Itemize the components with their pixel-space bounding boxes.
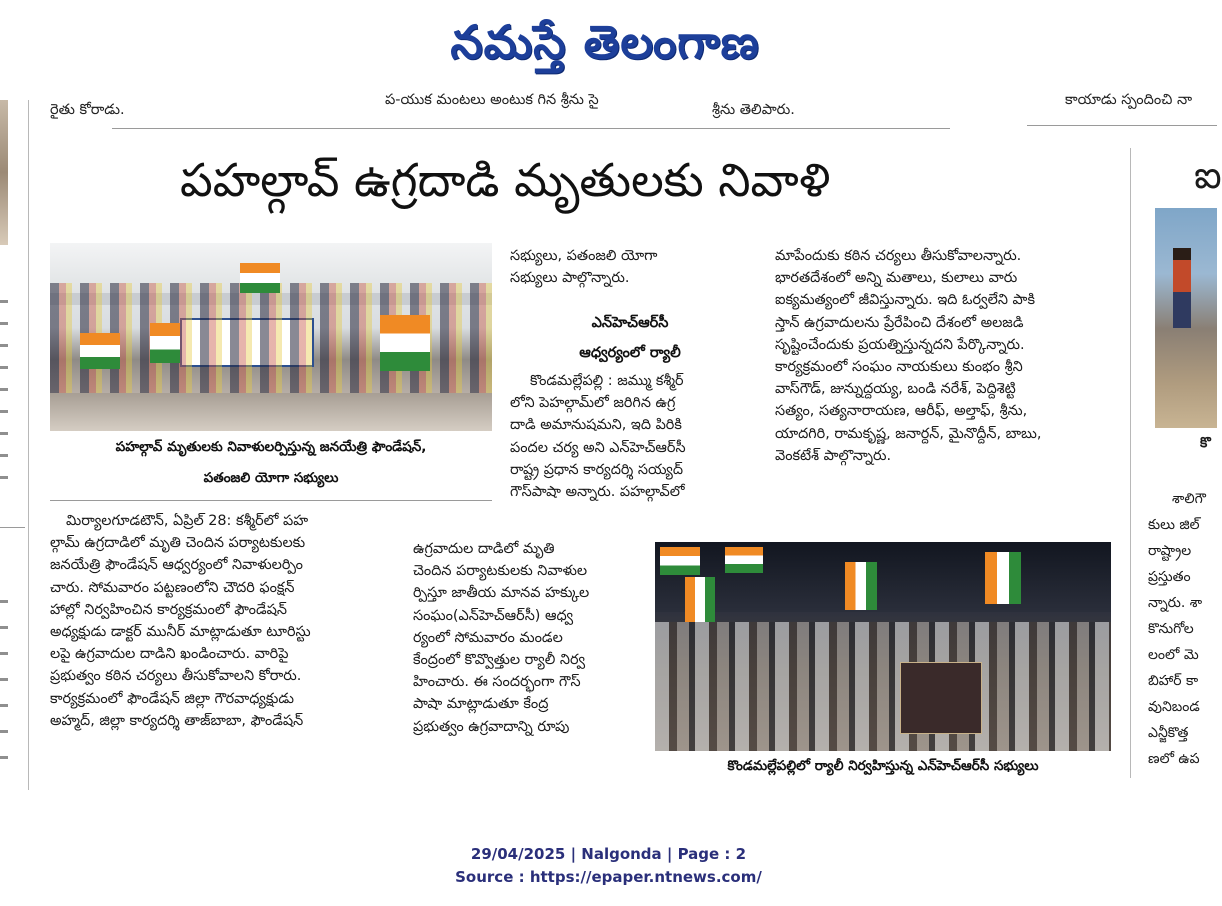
right-column-rule [1130, 148, 1131, 778]
right-fragment-heading: ఐ [1194, 153, 1222, 197]
night-sky [655, 542, 1111, 612]
column-2-bottom [413, 538, 645, 738]
subhead-line1: ఎన్‌హెచ్‌ఆర్‌సీ [591, 315, 669, 331]
right-line: కులు జిల్ [1148, 517, 1200, 533]
rally-flag-4 [845, 562, 877, 610]
col3-line: భారతదేశంలో అన్ని మతాలు, కులాలు వారు [775, 270, 1018, 287]
caption-rule [50, 500, 492, 501]
col3-line: మాపేందుకు కఠిన చర్యలు తీసుకోవాలన్నారు. [775, 248, 1022, 264]
right-line: బిహార్ కా [1148, 673, 1199, 689]
col2-line: దాడి అమానుషమని, ఇది పిరికి [510, 417, 682, 434]
top-snippet-1: రైతు కోరాడు. [50, 102, 125, 118]
col1-line: అహ్మద్, జిల్లా కార్యదర్శి తాజ్‌బాబా, ఫౌండేషన్ [50, 712, 304, 729]
left-edge-rule [0, 527, 25, 528]
col3-line: సృష్టించేందుకు ప్రయత్నిస్తున్నదని పేర్కొన్నారు. [775, 336, 1025, 353]
col3-line: వాస్‌గౌడ్, జున్నుద్దయ్య, బండి నరేశ్, పెద్దిశెట్టి [775, 381, 1016, 398]
right-line: వునిబండ [1148, 699, 1200, 715]
right-fragment-photo [1155, 208, 1217, 428]
col2-line: గౌస్‌పాషా అన్నారు. పహల్గావ్‌లో [510, 484, 685, 501]
col1-line: ల్గామ్ ఉగ్రదాడిలో మృతి చెందిన పర్యాటకులకు [50, 535, 306, 552]
column-3 [775, 245, 1115, 467]
masthead-title: నమస్తే తెలంగాణ [450, 15, 760, 69]
top-rule-right [1027, 125, 1217, 126]
col2-bottom-line: ఉగ్రవాదుల దాడిలో మృతి [413, 541, 555, 557]
col2-bottom-line: పాషా మాట్లాడుతూ కేంద్ర [413, 696, 549, 713]
right-line: శాలిగౌ [1172, 491, 1206, 507]
rally-flag-5 [985, 552, 1021, 604]
column-2-body [510, 370, 750, 503]
left-column-rule [28, 100, 29, 790]
col2-line: రాష్ట్ర ప్రధాన కార్యదర్శి సయ్యద్ [510, 461, 684, 478]
left-edge-marks [0, 300, 8, 490]
col2-top-line: సభ్యులు పాల్గొన్నారు. [510, 270, 630, 287]
column-1 [50, 510, 390, 732]
col2-top-line: సభ్యులు, పతంజలి యోగా [510, 248, 658, 264]
rally-flag-2 [725, 547, 763, 573]
col3-line: కార్యక్రమంలో సంఘం నాయకులు కుంభం శ్రీని [775, 359, 1023, 376]
top-snippet-2: ప-యుక మంటలు అంటుక గిన శ్రీను సై [385, 92, 599, 108]
rally-people [655, 622, 1111, 751]
col1-line: మిర్యాలగూడటౌన్, ఏప్రిల్ 28: కశ్మీర్‌లో పహ [66, 513, 309, 529]
photo-nhrc-rally [655, 542, 1111, 751]
flag-4 [380, 315, 430, 371]
flag-1 [80, 333, 120, 369]
photo2-caption: కొండమల్లేపల్లిలో ర్యాలీ నిర్వహిస్తున్న ఎన్‌హెచ్‌ఆర్‌సీ సభ్యులు [727, 758, 1039, 774]
col2-bottom-line: హించారు. ఈ సందర్భంగా గౌస్ [413, 674, 581, 691]
flag-3 [240, 263, 280, 293]
right-fragment-text [1148, 486, 1217, 772]
right-fragment-caption: కొ [1200, 435, 1211, 451]
footer-source: Source : https://epaper.ntnews.com/ [455, 868, 762, 886]
col3-line: వెంకటేశ్ పాల్గొన్నారు. [775, 447, 892, 464]
col1-line: జనయేత్రి ఫౌండేషన్ ఆధ్వర్యంలో నివాళులర్పిం [50, 557, 303, 574]
col2-line: కొండమల్లేపల్లి : జమ్ము కశ్మీర్ [530, 373, 684, 389]
footer-date-edition: 29/04/2025 | Nalgonda | Page : 2 [470, 845, 747, 863]
col1-line: ప్రభుత్వం కఠిన చర్యలు తీసుకోవాలని కోరారు. [50, 668, 302, 685]
photo1-caption-line2: పతంజలి యోగా సభ్యులు [203, 470, 339, 486]
flag-2 [150, 323, 180, 363]
col2-line: పందల చర్య అని ఎన్‌హెచ్‌ఆర్‌సీ [510, 439, 686, 456]
col1-line: లపై ఉగ్రవాదుల దాడిని ఖండించారు. వారిపై [50, 646, 289, 663]
article-headline: పహల్గావ్ ఉగ్రదాడి మృతులకు నివాళి [180, 153, 831, 207]
col3-line: స్తాన్ ఉగ్రవాదులను ప్రేరేపించి దేశంలో అలజడి [775, 314, 1024, 331]
masthead [0, 0, 1217, 90]
right-line: ణలో ఉప [1148, 751, 1200, 767]
col2-line: లోని పెహల్గామ్‌లో జరిగిన ఉగ్ర [510, 395, 676, 412]
col3-line: సత్యం, సత్యనారాయణ, ఆరీఫ్, అల్తాఫ్, శ్రీను, [775, 403, 1028, 420]
rally-flag-1 [660, 547, 700, 575]
col1-line: హాల్లో నిర్వహించిన కార్యక్రమంలో ఫౌండేషన్ [50, 601, 287, 618]
floor [50, 393, 492, 431]
col2-bottom-line: కేంద్రంలో కొవ్వొత్తుల ర్యాలీ నిర్వ [413, 652, 586, 669]
col1-line: అధ్యక్షుడు డాక్టర్ మునీర్ మాట్లాడుతూ టూరిస్టు [50, 624, 311, 641]
col2-bottom-line: ర్యంలో సోమవారం మండల [413, 629, 563, 646]
col2-bottom-line: ప్రభుత్వం ఉగ్రవాదాన్ని రూపు [413, 718, 570, 735]
column-2-top [510, 245, 750, 289]
col2-bottom-line: చెందిన పర్యాటకులకు నివాళుల [413, 563, 588, 580]
right-line: లంలో మె [1148, 647, 1199, 663]
left-edge-image-top [0, 100, 8, 245]
right-line: న్నారు. శా [1148, 595, 1203, 611]
col3-line: ఐక్యమత్యంలో జీవిస్తున్నారు. ఇది ఓర్వలేని పాకి [775, 292, 1035, 309]
rally-banner [900, 662, 982, 734]
col3-line: యాదగిరి, రామకృష్ణ, జనార్దన్, మైనొద్దీన్, బాబు, [775, 425, 1042, 442]
right-photo-person [1173, 248, 1191, 328]
right-line: ఎన్జీకొత్త [1148, 725, 1189, 741]
col2-bottom-line: ర్పిస్తూ జాతీయ మానవ హక్కుల [413, 585, 590, 602]
col1-line: చారు. సోమవారం పట్టణంలోని చౌదరి ఫంక్షన్ [50, 579, 295, 596]
top-rule-left [112, 128, 950, 129]
right-line: ప్రస్తుతం [1148, 569, 1191, 585]
photo-yoga-tribute [50, 243, 492, 431]
right-line: కొనుగోల [1148, 621, 1194, 637]
col2-bottom-line: సంఘం(ఎన్‌హెచ్‌ఆర్‌సీ) ఆధ్వ [413, 607, 574, 624]
photo1-caption-line1: పహల్గావ్ మృతులకు నివాళులర్పిస్తున్న జనయేత్రి ఫౌండేషన్, [115, 439, 427, 455]
top-snippet-3: శ్రీను తెలిపారు. [712, 102, 795, 118]
top-snippet-4: కాయాడు స్పందించి నా [1065, 92, 1193, 108]
col1-line: కార్యక్రమంలో ఫౌండేషన్ జిల్లా గౌరవాధ్యక్షుడు [50, 690, 294, 707]
rally-flag-3 [685, 577, 715, 622]
right-line: రాష్ట్రాల [1148, 543, 1192, 559]
subhead-line2: ఆధ్వర్యంలో ర్యాలీ [579, 345, 681, 361]
left-edge-marks-lower [0, 600, 8, 760]
